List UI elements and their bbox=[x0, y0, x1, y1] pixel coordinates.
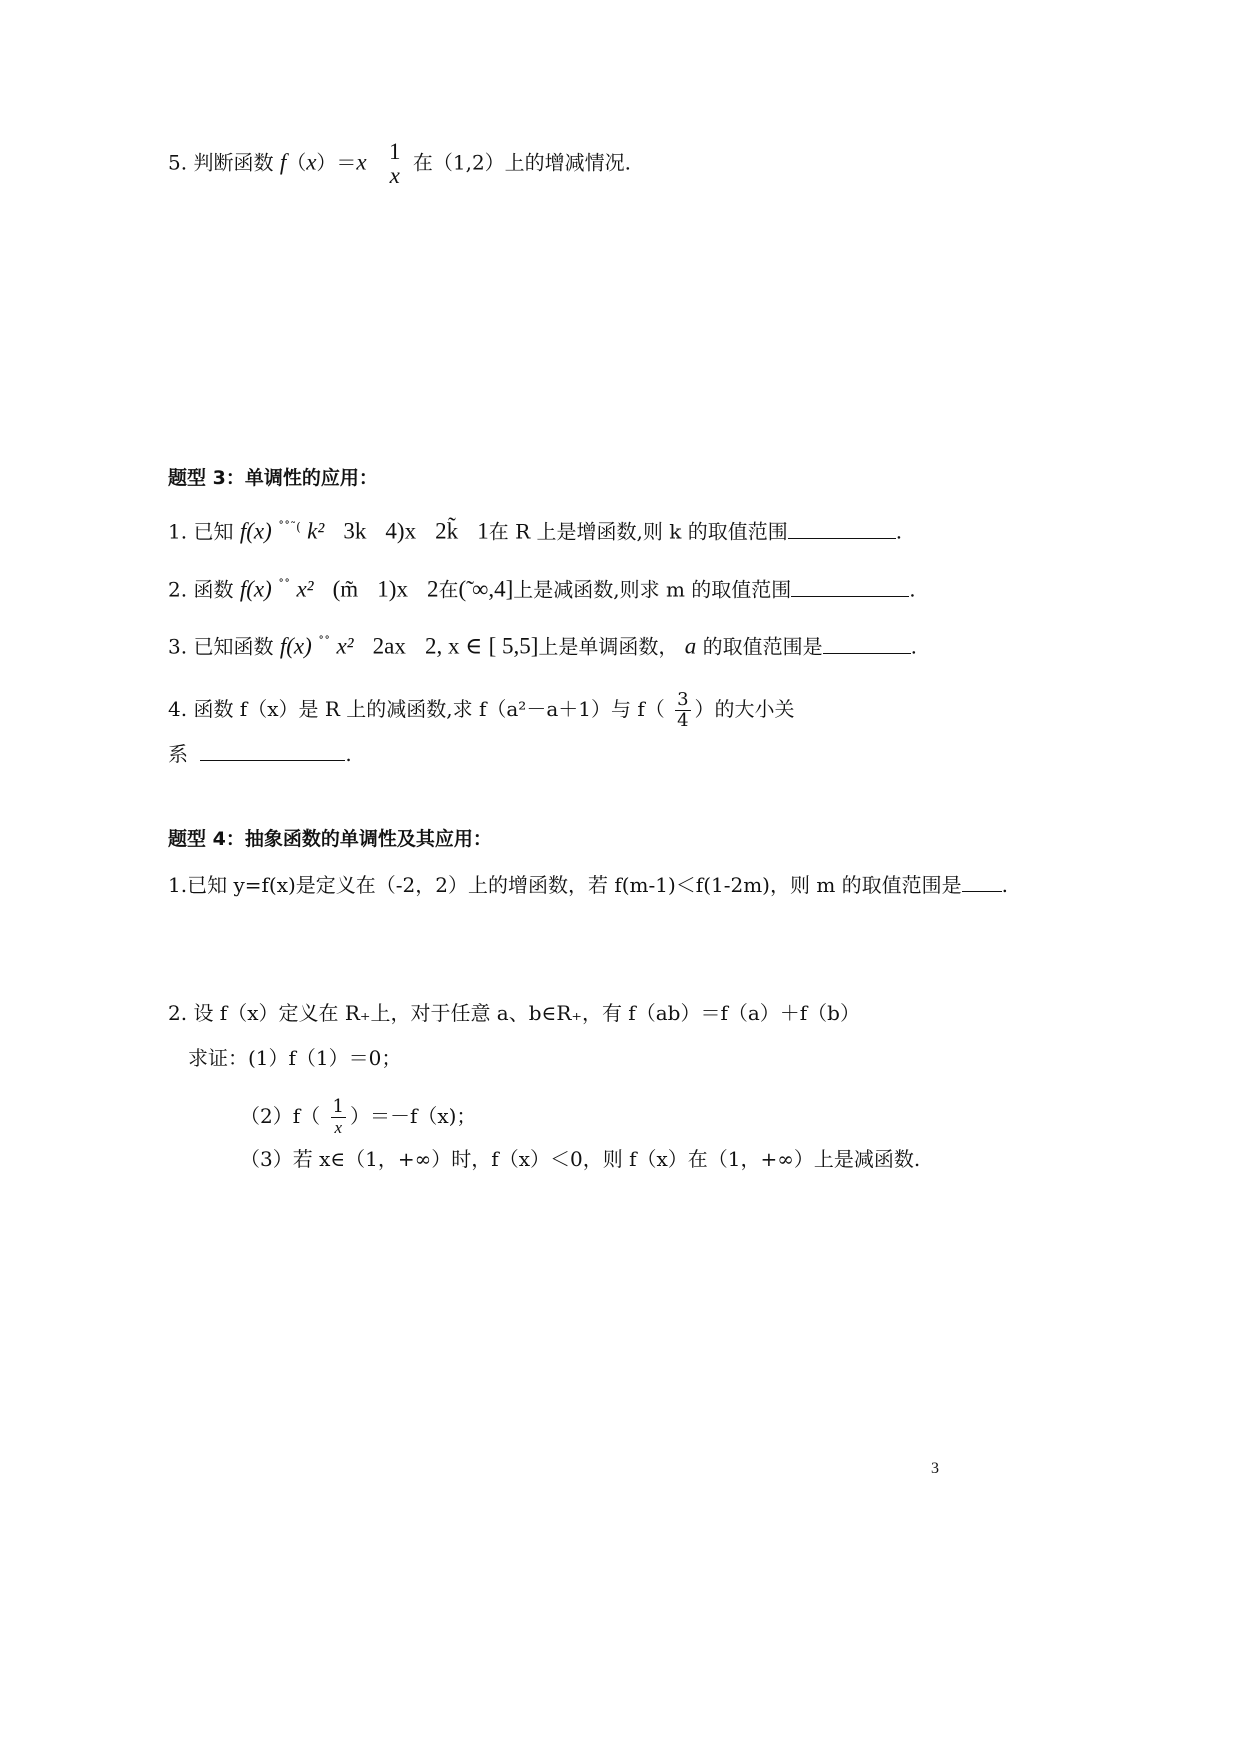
s3-question-2: 2. 函数 f(x) ˚˚ x² (m̃ 1)x 2在(̃ ∞,4]上是减函数,则求 m 的取值范围 . bbox=[168, 576, 916, 602]
fraction-3-over-4: $\frac{3}{4}$ bbox=[677, 689, 689, 731]
math-x: x bbox=[306, 149, 317, 175]
fraction-1-over-x: 1 x bbox=[389, 139, 401, 188]
fraction-1-over-x: $\frac{1}{x}$ bbox=[332, 1096, 344, 1137]
answer-blank[interactable] bbox=[200, 742, 345, 761]
s4-question-2: 2. 设 f（x）定义在 R₊上，对于任意 a、b∈R₊，有 f（ab）＝f（a）＋f（b） bbox=[168, 1001, 860, 1025]
s4-question-2-proof: 求证：(1）f（1）＝0； bbox=[188, 1046, 402, 1070]
problem-5: 5. 判断函数 f（x）＝x 1 x 在（1,2）上的增减情况. bbox=[168, 139, 632, 188]
answer-blank[interactable] bbox=[791, 578, 909, 597]
s3-question-4: 4. 函数 f（x）是 R 上的减函数,求 f（a²－a＋1）与 f（ $\frac{3}{4}$ ）的大小关 bbox=[168, 689, 795, 731]
answer-blank[interactable] bbox=[823, 635, 911, 654]
problem-text-end: 在（1,2）上的增减情况. bbox=[412, 150, 632, 175]
s3-question-1: 1. 已知 f(x) ˚˚˜( k² 3k 4)x 2k̃ 1在 R 上是增函数,则 k 的取值范围 . bbox=[168, 518, 903, 544]
problem-number: 5. bbox=[168, 150, 188, 175]
math-x-term: x bbox=[356, 149, 367, 175]
s4-question-2-part3: （3）若 x∈（1，+∞）时，f（x）＜0，则 f（x）在（1，+∞）上是减函数. bbox=[240, 1147, 921, 1171]
section-4-title: 题型 4：抽象函数的单调性及其应用： bbox=[168, 828, 492, 850]
problem-text: 判断函数 bbox=[193, 150, 274, 175]
answer-blank[interactable] bbox=[962, 873, 1002, 892]
s3-question-4-line2: 系 . bbox=[168, 742, 352, 766]
s4-question-2-part2: （2）f（ $\frac{1}{x}$ ）＝－f（x)； bbox=[240, 1096, 477, 1137]
math-f: f bbox=[279, 149, 287, 175]
page-number: 3 bbox=[931, 1460, 939, 1477]
answer-blank[interactable] bbox=[788, 520, 896, 539]
section-3-title: 题型 3：单调性的应用： bbox=[168, 467, 378, 489]
s3-question-3: 3. 已知函数 f(x) ˚˚ x² 2ax 2, x ∈ [ 5,5]上是单调函数， a 的取值范围是 . bbox=[168, 633, 917, 659]
math-equals: ＝ bbox=[336, 150, 357, 175]
s4-question-1: 1.已知 y=f(x)是定义在（-2，2）上的增函数，若 f(m-1)＜f(1-2m)，则 m 的取值范围是 . bbox=[168, 873, 1009, 897]
